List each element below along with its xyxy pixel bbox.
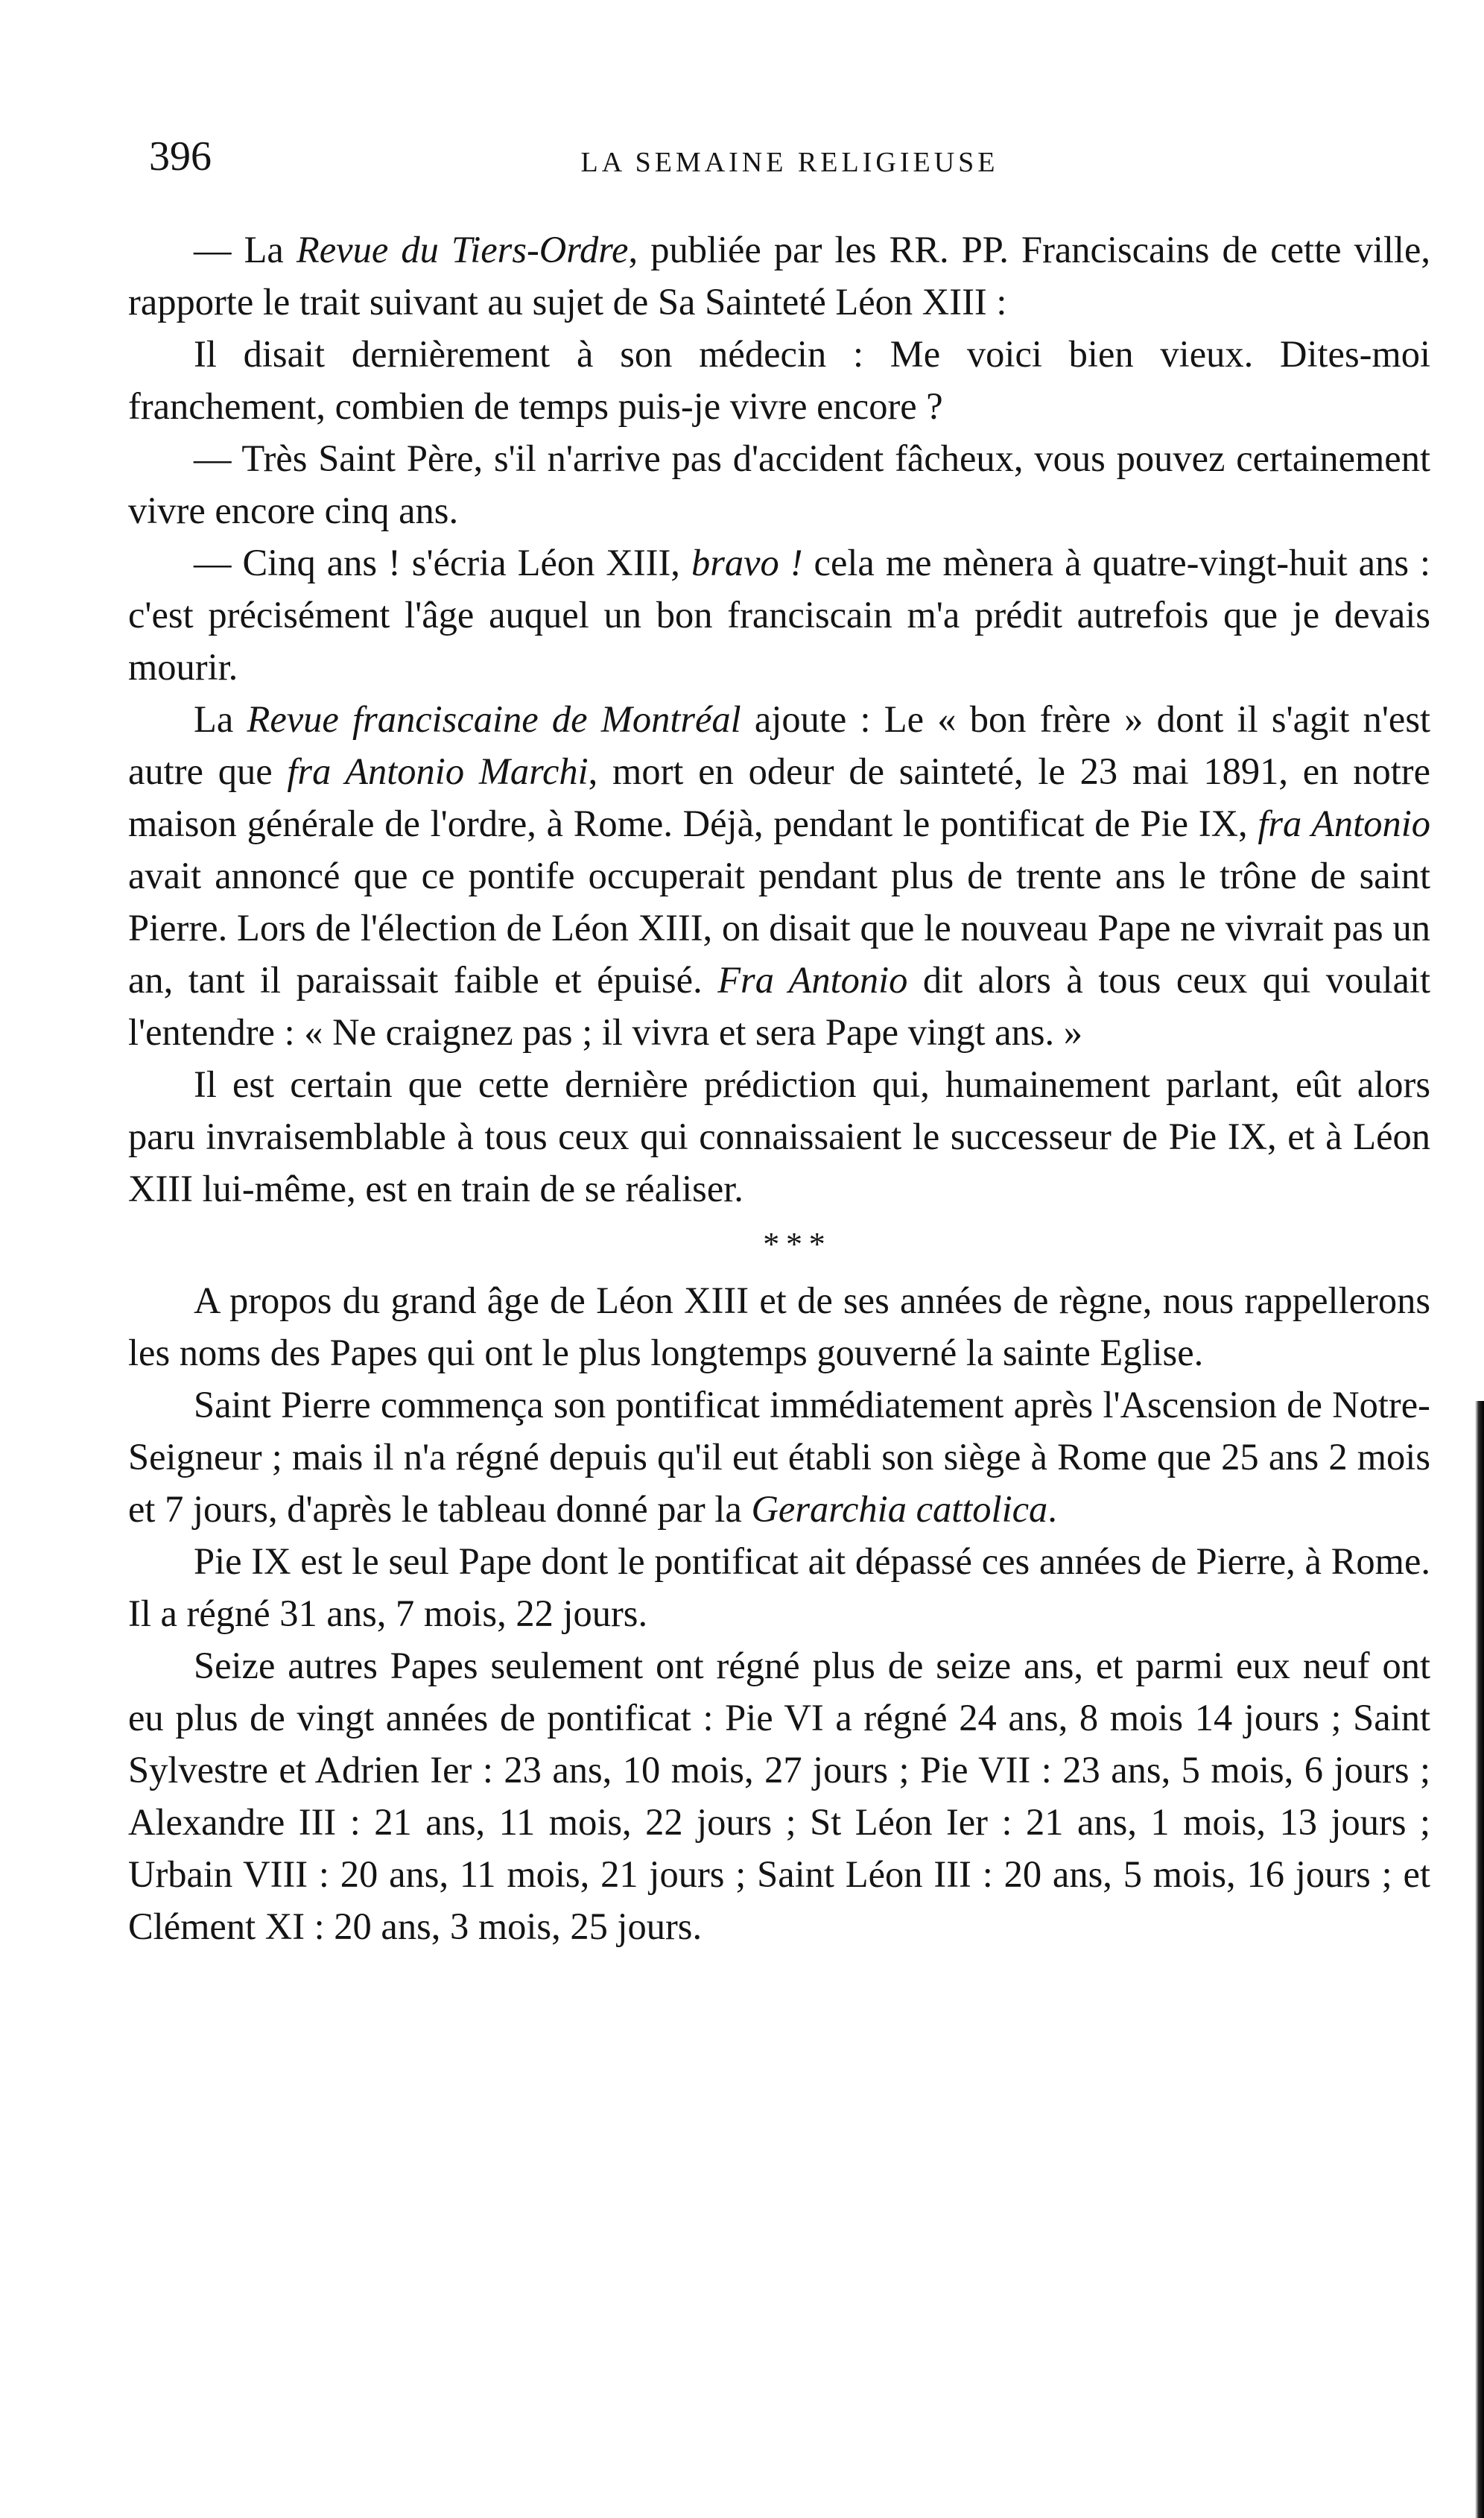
italic-text: Revue du Tiers-Ordre bbox=[296, 229, 629, 271]
text-run: A propos du grand âge de Léon XIII et de ses années de règne, nous rappellerons les noms des Papes qui ont le plus longtemps gouverné la sainte Eglise. bbox=[128, 1279, 1430, 1373]
text-run: — La bbox=[194, 229, 297, 271]
paragraph-p9 bbox=[128, 1535, 1430, 1639]
italic-text: Gerarchia cattolica bbox=[751, 1488, 1048, 1530]
paragraph-p5 bbox=[128, 693, 1430, 1058]
paragraph-p6 bbox=[128, 1058, 1430, 1215]
text-run: . bbox=[1047, 1488, 1057, 1530]
text-run: cela me mènera à quatre-vingt-huit ans : c'est précisément l'âge auquel un bon franciscain m'a prédit autrefois que je devais mourir. bbox=[128, 542, 1430, 688]
running-head: LA SEMAINE RELIGIEUSE bbox=[580, 147, 999, 178]
text-run: , mort en odeur de sainteté, le 23 mai 1891, en notre maison générale de l'ordre, à Rome. Déjà, pendant le pontificat de Pie IX, bbox=[128, 750, 1430, 844]
paragraph-p2 bbox=[128, 328, 1430, 432]
italic-text: bravo ! bbox=[691, 542, 803, 583]
text-run: , publiée par les RR. PP. Franciscains de cette ville, rapporte le trait suivant au sujet de Sa Sainteté Léon XIII : bbox=[128, 229, 1430, 323]
asterism-separator: * * * bbox=[763, 1226, 825, 1262]
text-run: Seize autres Papes seulement ont régné plus de seize ans, et parmi eux neuf ont eu plus de vingt années de pontificat : Pie VI a régné 24 ans, 8 mois 14 jours ; Saint Sylvestre et Adrien Ier : 23 ans, 10 mois, 27 jours ; Pie VII : 23 ans, 5 mois, 6 jours ; Alexandre III : 21 ans, 11 mois, 22 jours ; St Léon Ier : 21 ans, 1 mois, 13 jours ; Urbain VIII : 20 ans, 11 mois, 21 jours ; Saint Léon III : 20 ans, 5 mois, 16 jours ; et Clément XI : 20 ans, 3 mois, 25 jours. bbox=[128, 1645, 1430, 1947]
text-run: ajoute : Le « bon frère » dont il s'agit n'est autre que bbox=[128, 698, 1431, 792]
paragraph-p1 bbox=[128, 224, 1430, 328]
text-run: Il disait dernièrement à son médecin : Me voici bien vieux. Dites-moi franchement, combien de temps puis-je vivre encore ? bbox=[128, 333, 1430, 427]
page-edge-shadow bbox=[1475, 1401, 1484, 2518]
paragraph-p8 bbox=[128, 1379, 1430, 1535]
page-number: 396 bbox=[149, 133, 212, 180]
text-run: Pie IX est le seul Pape dont le pontificat ait dépassé ces années de Pierre, à Rome. Il a régné 31 ans, 7 mois, 22 jours. bbox=[128, 1540, 1430, 1634]
page-header bbox=[149, 127, 1430, 186]
paragraph-p7 bbox=[128, 1274, 1430, 1379]
text-run: — Cinq ans ! s'écria Léon XIII, bbox=[194, 542, 691, 583]
italic-text: Revue franciscaine de Montréal bbox=[247, 698, 741, 740]
text-run: — Très Saint Père, s'il n'arrive pas d'accident fâcheux, vous pouvez certainement vivre encore cinq ans. bbox=[128, 437, 1430, 531]
italic-text: Fra Antonio bbox=[717, 959, 908, 1001]
paragraph-p4 bbox=[128, 537, 1430, 693]
paragraph-p10 bbox=[128, 1639, 1430, 1952]
article-body bbox=[128, 224, 1430, 1952]
italic-text: fra Antonio bbox=[1258, 803, 1430, 844]
text-run: Il est certain que cette dernière prédiction qui, humainement parlant, eût alors paru invraisemblable à tous ceux qui connaissaient le successeur de Pie IX, et à Léon XIII lui-même, est en train de se réaliser. bbox=[128, 1063, 1430, 1209]
text-run: dit alors à tous ceux qui voulait l'entendre : « Ne craignez pas ; il vivra et sera Pape vingt ans. » bbox=[128, 959, 1430, 1053]
paragraph-p3 bbox=[128, 432, 1430, 537]
text-run: La bbox=[194, 698, 247, 740]
text-run: avait annoncé que ce pontife occuperait pendant plus de trente ans le trône de saint Pierre. Lors de l'élection de Léon XIII, on disait que le nouveau Pape ne vivrait pas un an, tant il paraissait faible et épuisé. bbox=[128, 855, 1430, 1001]
italic-text: fra Antonio Marchi bbox=[287, 750, 589, 792]
text-run: Saint Pierre commença son pontificat immédiatement après l'Ascension de Notre-Seigneur ; mais il n'a régné depuis qu'il eut établi son siège à Rome que 25 ans 2 mois et 7 jours, d'après le tableau donné par la bbox=[128, 1384, 1430, 1530]
